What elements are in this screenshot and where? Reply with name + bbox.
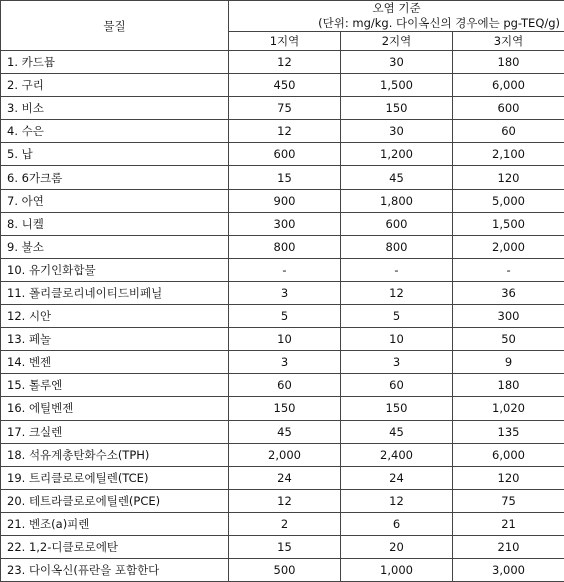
zone-3-value-cell: 9 [453, 351, 564, 374]
zone-1-value-cell: 12 [229, 51, 341, 74]
table-row [1, 559, 564, 582]
substance-name-cell: 14. 벤젠 [1, 351, 229, 374]
substance-name-cell: 21. 벤조(a)피렌 [1, 512, 229, 535]
substance-name-cell: 3. 비소 [1, 97, 229, 120]
zone-1-value-cell: 900 [229, 189, 341, 212]
criteria-header [229, 1, 564, 32]
zone-1-value-cell: 12 [229, 120, 341, 143]
table-row [1, 397, 564, 420]
zone-2-value-cell: 60 [341, 374, 453, 397]
zone-1-value-cell: 24 [229, 466, 341, 489]
zone-3-value-cell: 6,000 [453, 443, 564, 466]
zone-1-value-cell: 60 [229, 374, 341, 397]
substance-name-cell: 17. 크실렌 [1, 420, 229, 443]
substance-name-cell: 5. 납 [1, 143, 229, 166]
table-row [1, 489, 564, 512]
substance-name-cell: 23. 다이옥신(퓨란을 포함한다 [1, 559, 229, 582]
zone-2-value-cell: 150 [341, 397, 453, 420]
zone-1-value-cell: 2,000 [229, 443, 341, 466]
table-row [1, 328, 564, 351]
zone-2-value-cell: 45 [341, 420, 453, 443]
substance-name-cell: 6. 6가크롬 [1, 166, 229, 189]
zone-2-value-cell: - [341, 258, 453, 281]
table-row [1, 166, 564, 189]
zone-2-value-cell: 12 [341, 281, 453, 304]
zone-3-value-cell: 75 [453, 489, 564, 512]
zone-1-value-cell: 15 [229, 535, 341, 558]
zone-3-header: 3지역 [453, 32, 564, 51]
zone-1-value-cell: 3 [229, 351, 341, 374]
zone-3-value-cell: 50 [453, 328, 564, 351]
zone-3-value-cell: 180 [453, 374, 564, 397]
substance-name-cell: 7. 아연 [1, 189, 229, 212]
zone-3-value-cell: 5,000 [453, 189, 564, 212]
substance-name-cell: 4. 수은 [1, 120, 229, 143]
zone-2-value-cell: 150 [341, 97, 453, 120]
zone-3-value-cell: - [453, 258, 564, 281]
zone-3-value-cell: 600 [453, 97, 564, 120]
zone-3-value-cell: 60 [453, 120, 564, 143]
table-row [1, 212, 564, 235]
substance-name-cell: 20. 테트라클로로에틸렌(PCE) [1, 489, 229, 512]
zone-1-value-cell: 45 [229, 420, 341, 443]
zone-1-value-cell: - [229, 258, 341, 281]
zone-2-value-cell: 12 [341, 489, 453, 512]
zone-1-value-cell: 150 [229, 397, 341, 420]
zone-2-value-cell: 1,200 [341, 143, 453, 166]
zone-3-value-cell: 180 [453, 51, 564, 74]
substance-column-header: 물질 [1, 1, 229, 51]
zone-1-value-cell: 75 [229, 97, 341, 120]
unit-note: (단위: mg/kg. 다이옥신의 경우에는 pg-TEQ/g) [229, 16, 564, 31]
substance-name-cell: 12. 시안 [1, 305, 229, 328]
zone-3-value-cell: 120 [453, 466, 564, 489]
zone-2-value-cell: 45 [341, 166, 453, 189]
zone-2-value-cell: 10 [341, 328, 453, 351]
substance-name-cell: 13. 페놀 [1, 328, 229, 351]
zone-2-value-cell: 1,800 [341, 189, 453, 212]
zone-1-value-cell: 500 [229, 559, 341, 582]
table-row [1, 466, 564, 489]
zone-3-value-cell: 135 [453, 420, 564, 443]
table-row [1, 420, 564, 443]
zone-1-header: 1지역 [229, 32, 341, 51]
substance-name-cell: 16. 에틸벤젠 [1, 397, 229, 420]
substance-name-cell: 10. 유기인화합물 [1, 258, 229, 281]
substance-name-cell: 19. 트리클로로에틸렌(TCE) [1, 466, 229, 489]
criteria-title: 오염 기준 [229, 1, 564, 16]
substance-name-cell: 11. 폴리클로리네이티드비페닐 [1, 281, 229, 304]
zone-3-value-cell: 1,500 [453, 212, 564, 235]
table-row [1, 281, 564, 304]
zone-2-value-cell: 600 [341, 212, 453, 235]
zone-2-value-cell: 6 [341, 512, 453, 535]
header-row-1 [1, 1, 564, 32]
zone-1-value-cell: 800 [229, 235, 341, 258]
zone-2-value-cell: 800 [341, 235, 453, 258]
substance-name-cell: 15. 톨루엔 [1, 374, 229, 397]
zone-1-value-cell: 300 [229, 212, 341, 235]
zone-3-value-cell: 210 [453, 535, 564, 558]
zone-3-value-cell: 2,000 [453, 235, 564, 258]
zone-1-value-cell: 10 [229, 328, 341, 351]
zone-2-value-cell: 30 [341, 51, 453, 74]
zone-2-value-cell: 3 [341, 351, 453, 374]
zone-3-value-cell: 6,000 [453, 74, 564, 97]
zone-2-header: 2지역 [341, 32, 453, 51]
zone-2-value-cell: 5 [341, 305, 453, 328]
substance-name-cell: 22. 1,2-디클로로에탄 [1, 535, 229, 558]
zone-1-value-cell: 12 [229, 489, 341, 512]
zone-3-value-cell: 1,020 [453, 397, 564, 420]
table-row [1, 235, 564, 258]
table-row [1, 374, 564, 397]
substance-name-cell: 2. 구리 [1, 74, 229, 97]
table-row [1, 74, 564, 97]
zone-1-value-cell: 2 [229, 512, 341, 535]
substance-name-cell: 8. 니켈 [1, 212, 229, 235]
zone-3-value-cell: 2,100 [453, 143, 564, 166]
table-row [1, 305, 564, 328]
zone-2-value-cell: 30 [341, 120, 453, 143]
table-row [1, 535, 564, 558]
zone-1-value-cell: 5 [229, 305, 341, 328]
table-row [1, 143, 564, 166]
table-row [1, 512, 564, 535]
table-row [1, 443, 564, 466]
table-row [1, 351, 564, 374]
zone-1-value-cell: 3 [229, 281, 341, 304]
zone-1-value-cell: 15 [229, 166, 341, 189]
substance-name-cell: 9. 불소 [1, 235, 229, 258]
table-row [1, 97, 564, 120]
zone-3-value-cell: 120 [453, 166, 564, 189]
zone-2-value-cell: 1,500 [341, 74, 453, 97]
table-row [1, 120, 564, 143]
substance-name-cell: 1. 카드뮴 [1, 51, 229, 74]
zone-3-value-cell: 36 [453, 281, 564, 304]
zone-2-value-cell: 1,000 [341, 559, 453, 582]
zone-2-value-cell: 20 [341, 535, 453, 558]
zone-1-value-cell: 600 [229, 143, 341, 166]
zone-3-value-cell: 300 [453, 305, 564, 328]
zone-3-value-cell: 3,000 [453, 559, 564, 582]
zone-2-value-cell: 24 [341, 466, 453, 489]
substance-name-cell: 18. 석유계총탄화수소(TPH) [1, 443, 229, 466]
zone-1-value-cell: 450 [229, 74, 341, 97]
table-row [1, 258, 564, 281]
zone-2-value-cell: 2,400 [341, 443, 453, 466]
zone-3-value-cell: 21 [453, 512, 564, 535]
table-row [1, 189, 564, 212]
table-row [1, 51, 564, 74]
